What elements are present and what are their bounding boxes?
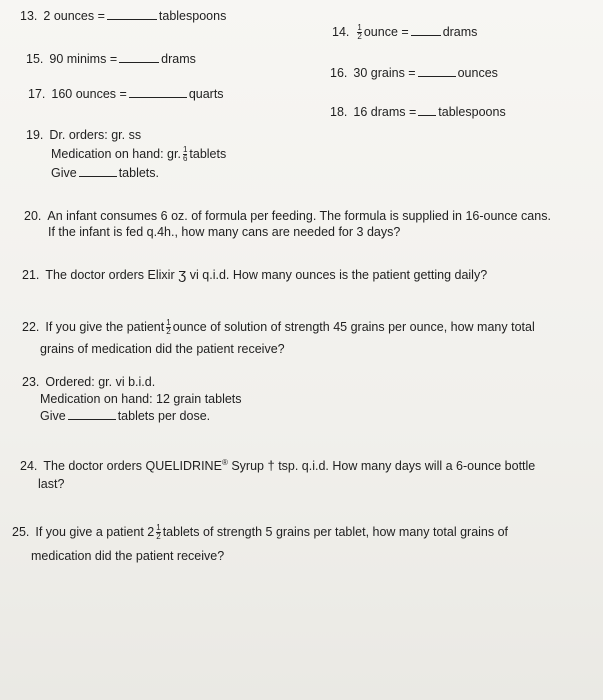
question-number: 13.: [20, 9, 38, 23]
question-text: 160 ounces =: [51, 87, 127, 101]
question-18: [330, 104, 506, 121]
question-text: 90 minims =: [49, 52, 118, 66]
question-unit: tablespoons: [438, 105, 506, 119]
answer-blank[interactable]: [68, 408, 116, 420]
question-15: [26, 51, 196, 68]
question-14: [332, 24, 477, 41]
question-text: last?: [38, 477, 65, 492]
dagger-symbol: †: [267, 458, 275, 474]
question-unit: tablespoons: [158, 9, 227, 23]
fraction-denominator: 2: [357, 32, 362, 42]
give-label: Give: [51, 166, 77, 180]
question-text: Ordered: gr. vi b.i.d.: [45, 375, 156, 389]
question-text: grains of medication did the patient receive?: [40, 342, 285, 356]
question-text: tsp. q.i.d. How many days will a 6-ounce bottle: [278, 459, 536, 474]
fraction: [156, 524, 160, 541]
question-23: [22, 374, 242, 425]
question-number: 20.: [24, 209, 42, 223]
question-unit: drams: [161, 52, 196, 66]
question-24: [20, 454, 535, 493]
question-number: 18.: [330, 105, 348, 119]
fraction-numerator: 1: [166, 318, 171, 328]
question-text: tablets of strength 5 grains per tablet, how many total grains of: [162, 525, 509, 539]
answer-blank[interactable]: [107, 8, 157, 20]
give-label: Give: [40, 409, 66, 423]
question-text: If you give a patient 2: [35, 525, 155, 539]
question-22: [22, 316, 535, 360]
fraction: [183, 146, 187, 163]
question-unit: drams: [442, 25, 478, 39]
question-text: ounce =: [363, 25, 409, 39]
fraction-denominator: 2: [166, 327, 171, 337]
question-unit: ounces: [457, 66, 498, 80]
question-16: [330, 65, 498, 82]
fraction-denominator: 6: [182, 154, 188, 164]
question-text: tablets: [189, 147, 227, 161]
answer-blank[interactable]: [129, 86, 187, 98]
question-number: 14.: [332, 25, 350, 39]
question-text: Dr. orders: gr. ss: [49, 128, 142, 142]
question-text: An infant consumes 6 oz. of formula per feeding. The formula is supplied in 16-ounce cans.: [47, 209, 551, 223]
question-text: tablets per dose.: [117, 409, 211, 423]
question-number: 16.: [330, 66, 348, 80]
question-text: vi q.i.d. How many ounces is the patient getting daily?: [189, 268, 488, 282]
question-25: [12, 520, 508, 568]
question-number: 24.: [20, 459, 38, 474]
question-text: Medication on hand: 12 grain tablets: [40, 392, 242, 406]
answer-blank[interactable]: [79, 165, 117, 177]
question-number: 21.: [22, 268, 40, 282]
question-text: The doctor orders QUELIDRINE: [43, 459, 222, 474]
question-19: [26, 126, 226, 183]
question-17: [28, 86, 224, 103]
question-text: The doctor orders Elixir: [45, 268, 175, 282]
fraction: [357, 24, 361, 41]
fraction-denominator: 2: [156, 532, 161, 542]
fraction-numerator: 1: [156, 523, 161, 533]
answer-blank[interactable]: [411, 24, 441, 36]
question-text: medication did the patient receive?: [31, 549, 225, 563]
question-unit: quarts: [188, 87, 224, 101]
answer-blank[interactable]: [418, 104, 436, 116]
fraction: [166, 319, 170, 336]
question-text: 16 drams =: [353, 105, 417, 119]
question-21: [22, 266, 487, 284]
question-text: tablets.: [118, 166, 160, 180]
question-text: ounce of solution of strength 45 grains per ounce, how many total: [172, 320, 535, 334]
question-text: 30 grains =: [353, 66, 416, 80]
question-number: 23.: [22, 375, 40, 389]
question-text: Medication on hand: gr.: [51, 147, 181, 161]
fraction-numerator: 1: [182, 145, 188, 155]
dram-symbol: ʒ: [178, 266, 187, 283]
question-text: Syrup: [231, 459, 264, 474]
question-text: If the infant is fed q.4h., how many cans are needed for 3 days?: [48, 225, 401, 239]
answer-blank[interactable]: [119, 51, 159, 63]
question-number: 19.: [26, 128, 44, 142]
question-number: 22.: [22, 320, 40, 334]
question-number: 17.: [28, 87, 46, 101]
question-number: 15.: [26, 52, 44, 66]
question-number: 25.: [12, 525, 30, 539]
answer-blank[interactable]: [418, 65, 456, 77]
question-text: 2 ounces =: [43, 9, 105, 23]
registered-mark: ®: [221, 458, 228, 467]
question-20: [24, 208, 551, 240]
question-13: [20, 8, 226, 25]
question-text: If you give the patient: [45, 320, 165, 334]
fraction-numerator: 1: [357, 23, 362, 33]
